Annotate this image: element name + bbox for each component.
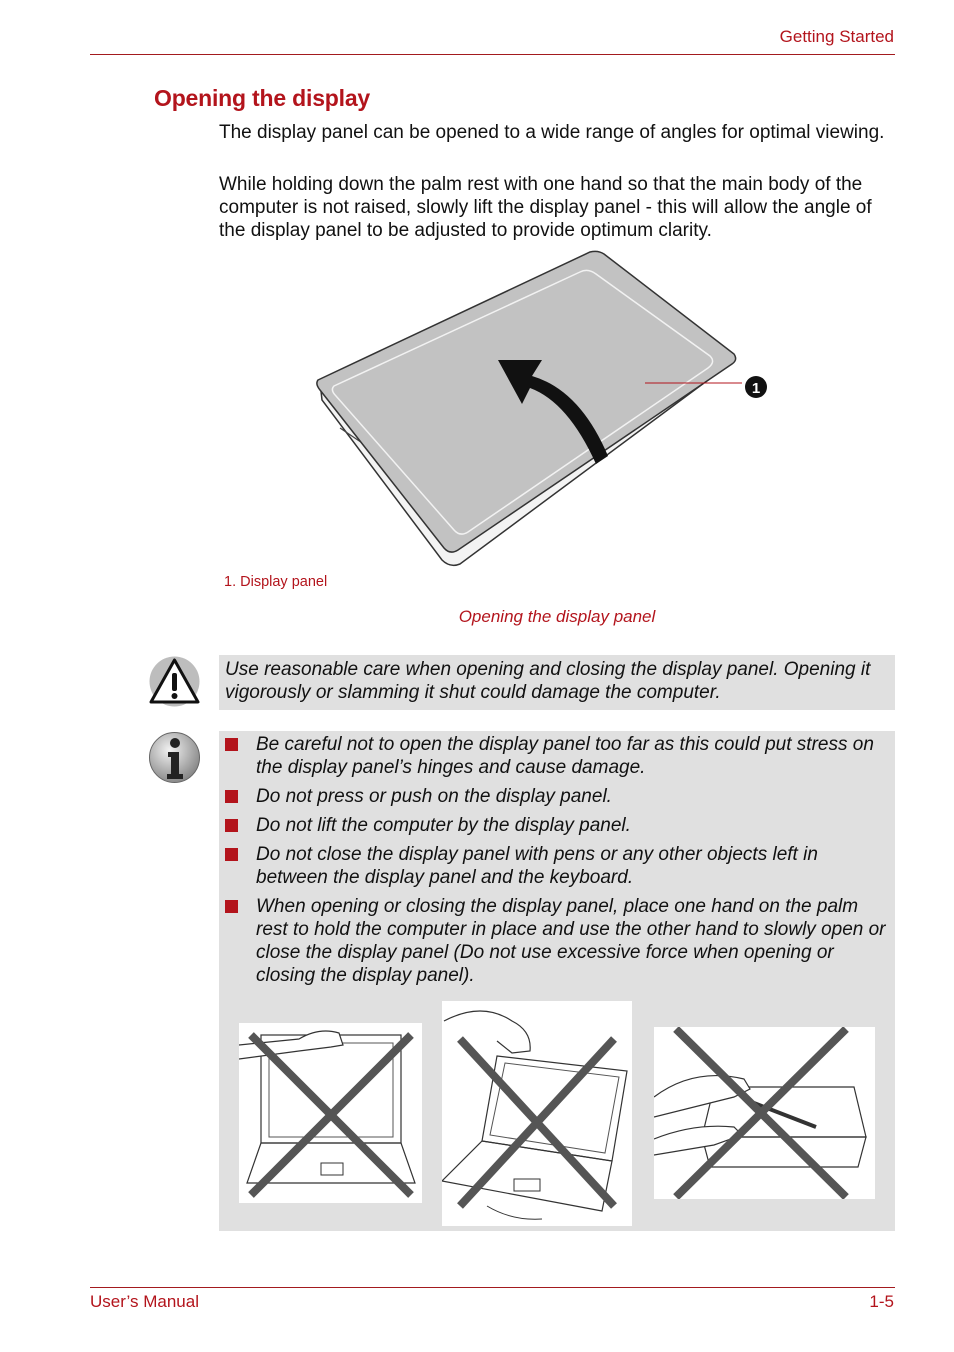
note-box bbox=[219, 731, 895, 1231]
footer-rule bbox=[90, 1287, 895, 1288]
section-title: Opening the display bbox=[154, 85, 371, 111]
paragraph-1: The display panel can be opened to a wide range of angles for optimal viewing. bbox=[219, 122, 885, 143]
paragraph-2: While holding down the palm rest with one hand so that the main body of the computer is not raised, slowly lift the display panel - this will allow the angle of the display panel to be adjusted to provide optimum clarity. bbox=[219, 174, 872, 241]
figure-legend: 1. Display panel bbox=[224, 574, 328, 590]
incorrect-handling-press-illustration bbox=[239, 1023, 422, 1203]
warning-box bbox=[219, 655, 895, 710]
laptop-lid-illustration bbox=[310, 250, 780, 570]
info-icon bbox=[147, 730, 202, 785]
note-item: Be careful not to open the display panel too far as this could put stress on the display panel’s hinges and cause damage. bbox=[219, 733, 895, 779]
note-list bbox=[219, 733, 895, 993]
callout-number: 1 bbox=[751, 380, 761, 397]
bullet-marker bbox=[225, 848, 238, 861]
note-item: Do not close the display panel with pens or any other objects left in between the display panel and the keyboard. bbox=[219, 843, 895, 889]
bullet-marker bbox=[225, 738, 238, 751]
running-header: Getting Started bbox=[779, 27, 894, 46]
bullet-marker bbox=[225, 900, 238, 913]
header-rule bbox=[90, 54, 895, 55]
bullet-marker bbox=[225, 790, 238, 803]
incorrect-handling-lift-illustration bbox=[442, 1001, 632, 1226]
note-item: Do not press or push on the display panel. bbox=[219, 785, 895, 808]
note-item: Do not lift the computer by the display panel. bbox=[219, 814, 895, 837]
incorrect-handling-object-illustration bbox=[654, 1027, 875, 1199]
note-item: When opening or closing the display panel, place one hand on the palm rest to hold the computer in place and use the other hand to slowly open or close the display panel (Do not use excessive force when opening or closing the display panel). bbox=[219, 895, 895, 987]
footer-manual-title: User’s Manual bbox=[90, 1292, 199, 1311]
warning-triangle-icon bbox=[147, 654, 202, 709]
figure-caption: Opening the display panel bbox=[458, 607, 656, 626]
bullet-marker bbox=[225, 819, 238, 832]
page-number: 1-5 bbox=[869, 1292, 894, 1311]
warning-text: Use reasonable care when opening and closing the display panel. Opening it vigorously or slamming it shut could damage the computer. bbox=[225, 659, 871, 703]
